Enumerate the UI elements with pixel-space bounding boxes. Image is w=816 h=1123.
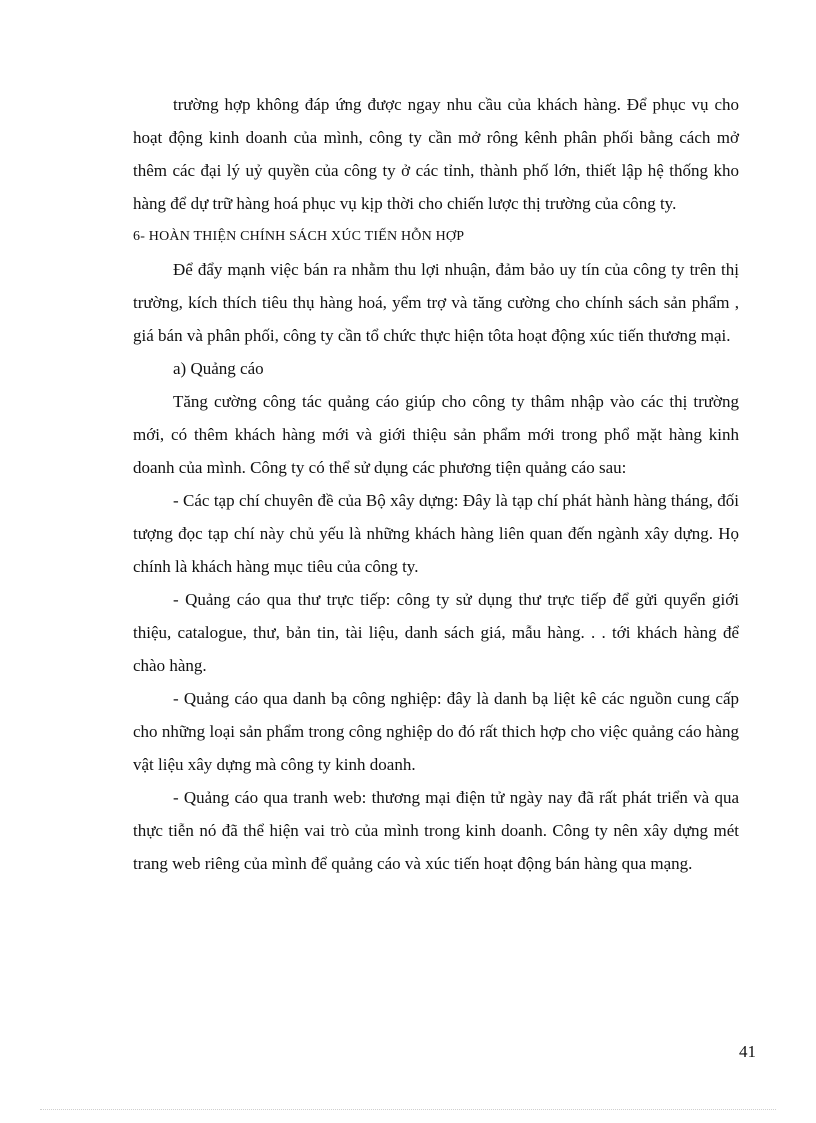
subsection-title: a) Quảng cáo [173,359,264,378]
bullet-paragraph: - Các tạp chí chuyên đề của Bộ xây dựng: Đây là tạp chí phát hành hàng tháng, đối tượng đọc tạp chí này chủ yếu là những khách hàng liên quan đến ngành xây dựng. Họ chính là khách hàng mục tiêu của công ty. [133,491,739,576]
footer-divider [40,1109,776,1110]
bullet-paragraph: - Quảng cáo qua danh bạ công nghiệp: đây là danh bạ liệt kê các nguồn cung cấp cho những loại sản phẩm trong công nghiệp do đó rất thich hợp cho việc quảng cáo hàng vật liệu xây dựng mà công ty kinh doanh. [133,689,739,774]
section-heading: 6- HOÀN THIỆN CHÍNH SÁCH XÚC TIẾN HỖN HỢP [133,229,465,244]
bullet-paragraph: - Quảng cáo qua tranh web: thương mại điện tử ngày nay đã rất phát triển và qua thực tiễn nó đã thể hiện vai trò của mình trong kinh doanh. Công ty nên xây dựng mét trang web riêng của mình để quảng cáo và xúc tiến hoạt động bán hàng qua mạng. [133,788,739,873]
page-content [133,88,739,880]
section-intro-paragraph: Để đẩy mạnh việc bán ra nhằm thu lợi nhuận, đảm bảo uy tín của công ty trên thị trường, kích thích tiêu thụ hàng hoá, yểm trợ và tăng cường cho chính sách sản phẩm , giá bán và phân phối, công ty cần tổ chức thực hiện tôta hoạt động xúc tiến thương mại. [133,260,739,345]
paragraph-continuation: trường hợp không đáp ứng được ngay nhu cầu của khách hàng. Để phục vụ cho hoạt động kinh doanh của mình, công ty cần mở rông kênh phân phối bằng cách mở thêm các đại lý uỷ quyền của công ty ở các tỉnh, thành phố lớn, thiết lập hệ thống kho hàng để dự trữ hàng hoá phục vụ kịp thời cho chiến lược thị trường của công ty. [133,95,739,213]
page-number: 41 [739,1042,756,1061]
bullet-paragraph: - Quảng cáo qua thư trực tiếp: công ty sử dụng thư trực tiếp để gửi quyển giới thiệu, catalogue, thư, bản tin, tài liệu, danh sách giá, mẫu hàng. . . tới khách hàng để chào hàng. [133,590,739,675]
subsection-intro-paragraph: Tăng cường công tác quảng cáo giúp cho công ty thâm nhập vào các thị trường mới, có thêm khách hàng mới và giới thiệu sản phẩm mới trong phổ mặt hàng kinh doanh của mình. Công ty có thể sử dụng các phương tiện quảng cáo sau: [133,392,739,477]
